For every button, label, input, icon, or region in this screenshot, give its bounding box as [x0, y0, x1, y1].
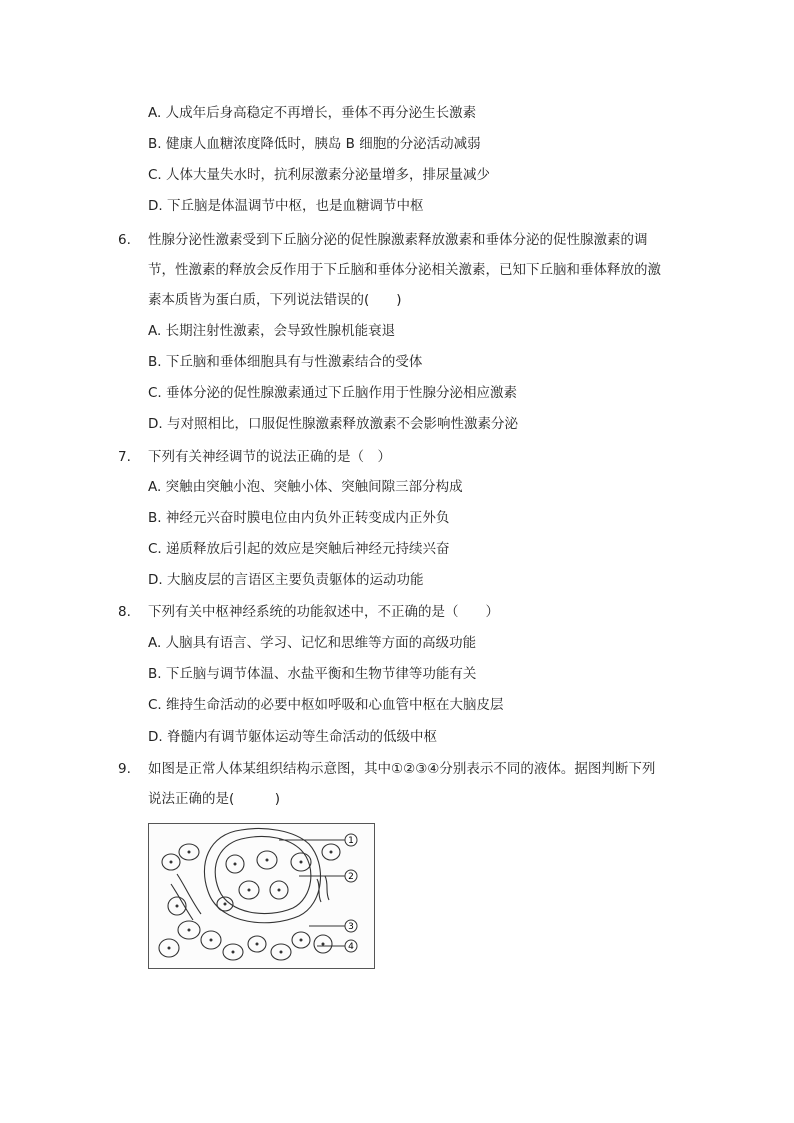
q5-option-b: B. 健康人血糖浓度降低时，胰岛 B 细胞的分泌活动减弱 [148, 136, 481, 152]
label-3: 3 [348, 922, 354, 932]
q8-option-b: B. 下丘脑与调节体温、水盐平衡和生物节律等功能有关 [148, 666, 477, 682]
q6-option-c: C. 垂体分泌的促性腺激素通过下丘脑作用于性腺分泌相应激素 [148, 385, 518, 401]
q6-option-b: B. 下丘脑和垂体细胞具有与性激素结合的受体 [148, 354, 423, 370]
q9-number: 9. [118, 761, 131, 777]
q7-number: 7. [118, 449, 131, 465]
q6-option-d: D. 与对照相比，口服促性腺激素释放激素不会影响性激素分泌 [148, 416, 518, 432]
q7-stem: 下列有关神经调节的说法正确的是（ ） [148, 449, 391, 465]
label-2: 2 [348, 872, 354, 882]
capillary-inner [215, 837, 311, 914]
q5-option-c: C. 人体大量失水时，抗利尿激素分泌量增多，排尿量减少 [148, 167, 491, 183]
q7-option-d: D. 大脑皮层的言语区主要负责躯体的运动功能 [148, 572, 424, 588]
q6-number: 6. [118, 232, 131, 248]
tissue-diagram [148, 823, 375, 969]
tissue-diagram-svg [149, 824, 376, 970]
q8-stem: 下列有关中枢神经系统的功能叙述中，不正确的是（ ） [148, 604, 499, 620]
q6-stem-line-2: 节，性激素的释放会反作用于下丘脑和垂体分泌相关激素，已知下丘脑和垂体释放的激 [148, 262, 661, 278]
q7-option-a: A. 突触由突触小泡、突触小体、突触间隙三部分构成 [148, 479, 463, 495]
q9-stem-line-1: 如图是正常人体某组织结构示意图，其中①②③④分别表示不同的液体。据图判断下列 [148, 761, 656, 777]
q8-number: 8. [118, 604, 131, 620]
lymph-vessel [177, 874, 201, 914]
q7-option-b: B. 神经元兴奋时膜电位由内负外正转变成内正外负 [148, 510, 450, 526]
q6-stem-line-3: 素本质皆为蛋白质，下列说法错误的( ) [148, 292, 402, 308]
q7-option-c: C. 递质释放后引起的效应是突触后神经元持续兴奋 [148, 541, 450, 557]
label-1: 1 [348, 836, 354, 846]
q5-option-a: A. 人成年后身高稳定不再增长，垂体不再分泌生长激素 [148, 105, 477, 121]
q9-stem-line-2: 说法正确的是( ) [148, 791, 281, 807]
q8-option-c: C. 维持生命活动的必要中枢如呼吸和心血管中枢在大脑皮层 [148, 697, 504, 713]
q8-option-a: A. 人脑具有语言、学习、记忆和思维等方面的高级功能 [148, 635, 477, 651]
q6-option-a: A. 长期注射性激素，会导致性腺机能衰退 [148, 323, 396, 339]
q5-option-d: D. 下丘脑是体温调节中枢，也是血糖调节中枢 [148, 198, 424, 214]
label-4: 4 [348, 942, 354, 952]
q8-option-d: D. 脊髓内有调节躯体运动等生命活动的低级中枢 [148, 729, 437, 745]
q6-stem-line-1: 性腺分泌性激素受到下丘脑分泌的促性腺激素释放激素和垂体分泌的促性腺激素的调 [148, 232, 648, 248]
